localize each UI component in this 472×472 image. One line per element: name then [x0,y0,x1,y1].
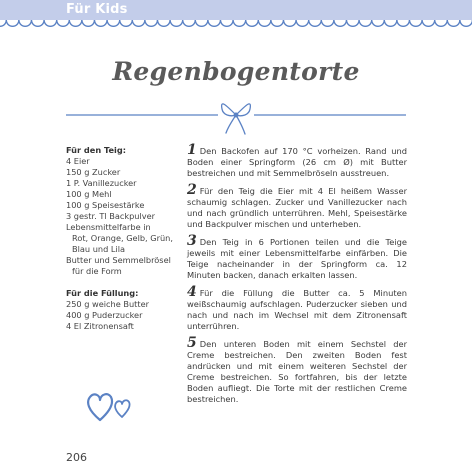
instruction-step [187,284,407,332]
ingredient-item: 100 g Mehl [66,189,112,199]
step-text: Für den Teig die Eier mit 4 El heißem Wasser schaumig schlagen. Zucker und Vanillezucker nach und nach gründlich unterrühren. Mehl, Speisestärke und Backpulver mischen und unterheben. [187,186,407,229]
ingredient-item: 1 P. Vanillezucker [66,178,137,188]
ingredients-column [66,145,184,332]
ingredient-item: 4 Eier [66,156,90,166]
ingredient-item: Lebensmittelfarbe in [66,222,151,232]
ingredient-item: 3 gestr. Tl Backpulver [66,211,156,221]
step-text: Den Teig in 6 Portionen teilen und die Teige jeweils mit einer Lebensmittelfarbe einfärben. Die Teige nacheinander in der Springform ca. 12 Minuten backen, danach erkalten lassen. [187,237,407,280]
page-header [0,0,472,36]
step-number: 3 [187,233,197,249]
ingredient-item: Blau und Lila [72,244,126,254]
filling-heading: Für die Füllung: [66,288,139,298]
ingredient-item: Butter und Semmelbrösel [66,255,171,265]
step-number: 5 [187,335,197,351]
bow-icon [222,104,251,134]
step-number: 1 [187,142,197,158]
dough-ingredient-list [66,156,184,277]
step-text: Für die Füllung die Butter ca. 5 Minuten weißschaumig aufschlagen. Puderzucker sieben und nach und nach im Wechsel mit dem Zitronensaft unterrühren. [187,288,407,331]
hearts-icon [86,390,136,424]
ingredient-item: 4 El Zitronensaft [66,321,134,331]
ingredient-item: 400 g Puderzucker [66,310,143,320]
ingredient-item: 100 g Speisestärke [66,200,145,210]
instruction-step [187,335,407,405]
scalloped-border [0,17,472,33]
recipe-title: Regenbogentorte [112,57,360,86]
step-text: Den unteren Boden mit einem Sechstel der Creme bestreichen. Den zweiten Boden fest andrücken und mit einem weiteren Sechstel der Creme bestreichen. So fortfahren, bis der letzte Boden aufliegt. Die Torte mit der restlichen Creme bestreichen. [187,339,407,404]
ingredient-item: 150 g Zucker [66,167,121,177]
ingredient-item: Rot, Orange, Gelb, Grün, [72,233,173,243]
bow-divider [66,95,406,135]
dough-heading: Für den Teig: [66,145,126,155]
instruction-step [187,233,407,281]
step-text: Den Backofen auf 170 °C vorheizen. Rand und Boden einer Springform (26 cm Ø) mit Butter bestreichen und mit Semmelbröseln ausstreuen. [187,146,407,178]
ingredient-item: für die Form [72,266,122,276]
instruction-step [187,182,407,230]
page-number: 206 [66,451,87,464]
ingredient-item: 250 g weiche Butter [66,299,149,309]
instructions-column [187,142,407,412]
instruction-step [187,142,407,179]
filling-ingredient-list [66,299,184,332]
step-number: 2 [187,182,197,198]
step-number: 4 [187,284,197,300]
category-label: Für Kids [66,2,128,17]
